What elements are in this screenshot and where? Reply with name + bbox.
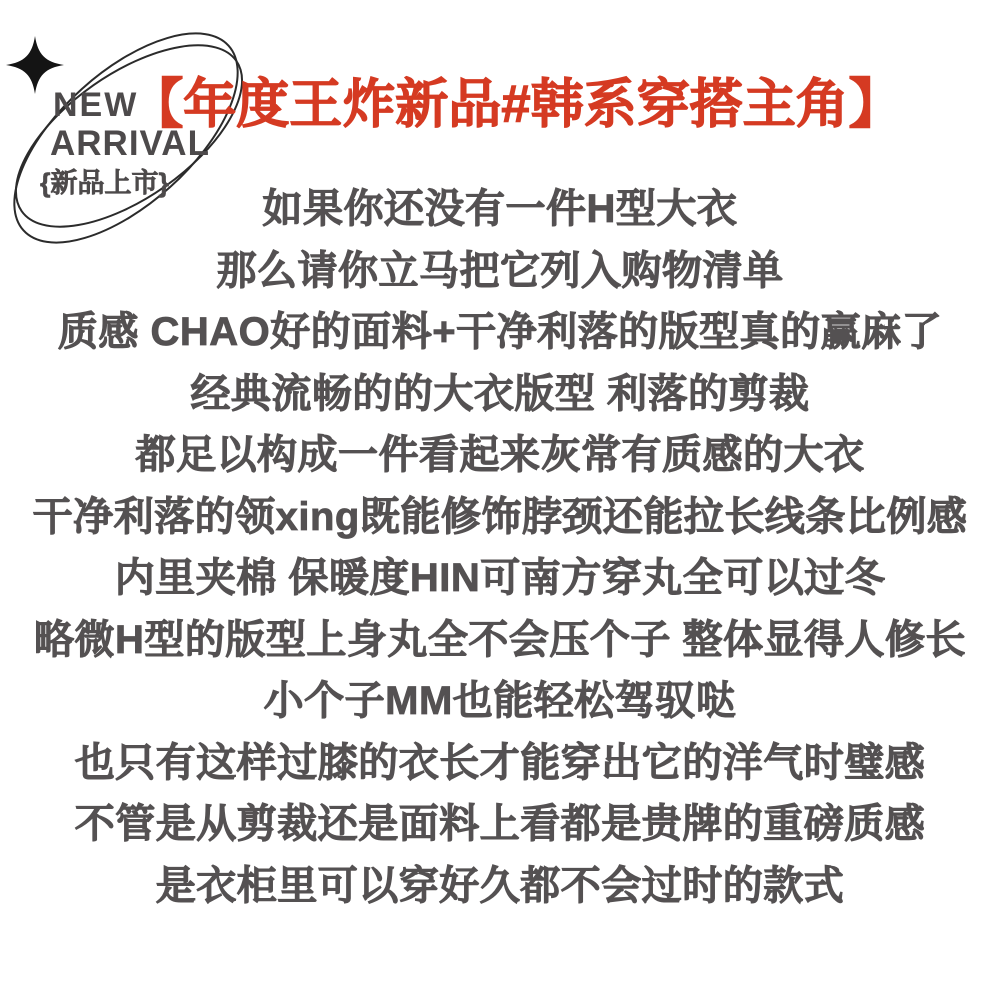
body-line: 干净利落的领xing既能修饰脖颈还能拉长线条比例感 [32, 494, 968, 539]
body-line: 那么请你立马把它列入购物清单 [216, 248, 784, 293]
body-line: 经典流畅的的大衣版型 利落的剪裁 [190, 371, 810, 416]
body-line: 如果你还没有一件H型大衣 [262, 187, 738, 231]
badge-caption: {新品上市} [40, 168, 170, 198]
badge-arrival-label: ARRIVAL [50, 124, 210, 163]
badge-new-label: NEW [53, 86, 139, 124]
body-line: 质感 CHAO好的面料+干净利落的版型真的赢麻了 [57, 310, 943, 354]
body-line: 是衣柜里可以穿好久都不会过时的款式 [155, 863, 845, 908]
page-title: 【年度王炸新品#韩系穿搭主角】 [130, 75, 902, 134]
body-line: 略微H型的版型上身丸全不会压个子 整体显得人修长 [34, 617, 966, 662]
body-text-block [0, 179, 1000, 917]
body-line: 都足以构成一件看起来灰常有质感的大衣 [135, 433, 865, 477]
body-line: 小个子MM也能轻松驾驭哒 [263, 679, 737, 723]
body-line: 内里夹棉 保暖度HIN可南方穿丸全可以过冬 [114, 556, 886, 600]
body-line: 也只有这样过膝的衣长才能穿出它的洋气时璧感 [74, 740, 926, 785]
body-line: 不管是从剪裁还是面料上看都是贵牌的重磅质感 [74, 802, 926, 846]
